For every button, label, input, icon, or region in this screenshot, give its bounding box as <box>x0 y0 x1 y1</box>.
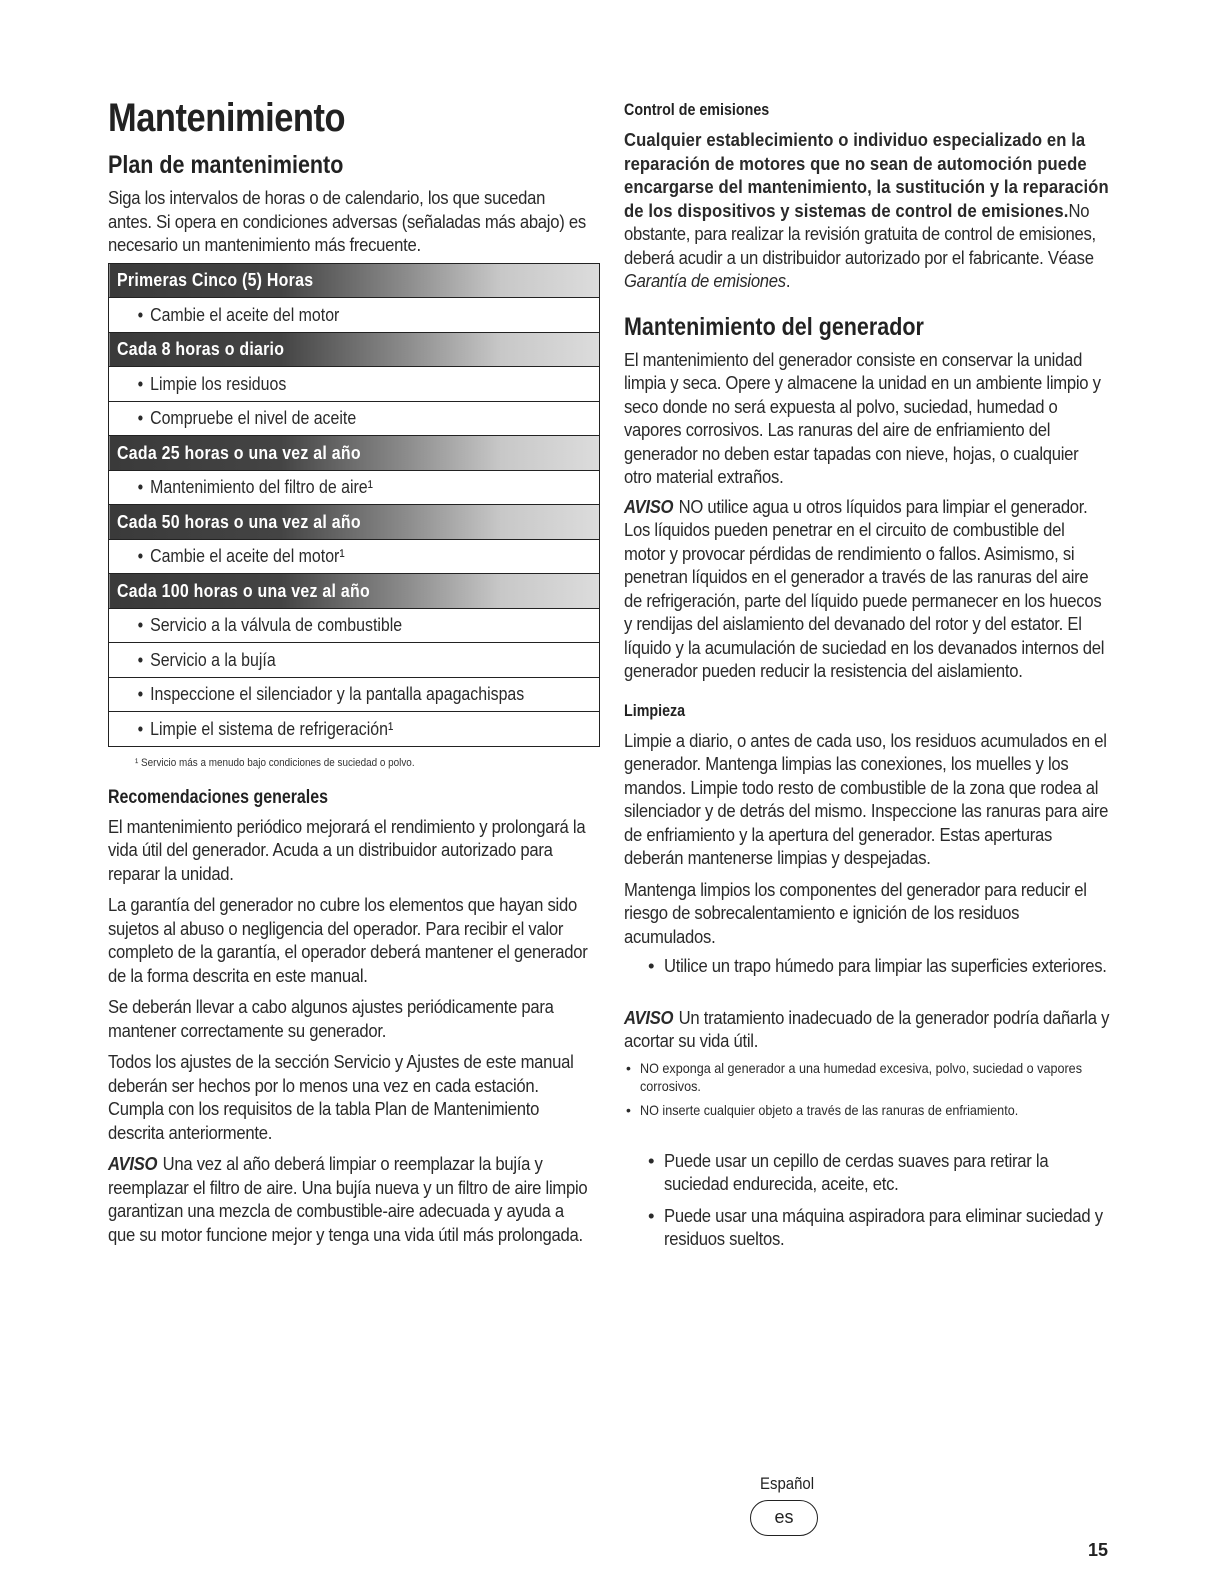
left-column <box>108 96 592 1246</box>
schedule-task-label: • Servicio a la bujía <box>117 649 276 671</box>
recommendations-heading: Recomendaciones generales <box>108 786 328 808</box>
schedule-interval-label: Cada 100 horas o una vez al año <box>117 579 370 601</box>
aviso-spark-plug: AVISO Una vez al año deberá limpiar o reemplazar la bujía y reemplazar el filtro de aire. Una bujía nueva y un filtro de aire limpio garantizan una mezcla de combustible-aire adecuada y ayuda a que su motor funcione mejor y tenga una vida útil más prolongada. <box>108 1153 588 1245</box>
schedule-interval-label: Cada 25 horas o una vez al año <box>117 441 361 463</box>
schedule-task-row <box>109 539 600 574</box>
aviso-improper-treatment: AVISO Un tratamiento inadecuado de la generador podría dañarla y acortar su vida útil. <box>624 1006 1110 1051</box>
maintenance-schedule-table <box>108 263 600 747</box>
plan-heading: Plan de mantenimiento <box>108 151 344 179</box>
cleaning-heading: Limpieza <box>624 700 686 720</box>
aviso-label: AVISO <box>624 495 674 517</box>
schedule-task-row <box>109 401 600 436</box>
cleaning-bullet-vacuum: • Puede usar una máquina aspiradora para eliminar suciedad y residuos sueltos. <box>624 1204 1110 1251</box>
right-column <box>624 100 1110 1251</box>
cleaning-bullet-brush: • Puede usar un cepillo de cerdas suaves para retirar la suciedad endurecida, aceite, etc. <box>624 1149 1110 1196</box>
generator-p1: El mantenimiento del generador consiste en conservar la unidad limpia y seca. Opere y almacene la unidad en un ambiente limpio y seco donde no será expuesta al polvo, suciedad, humedad o vapores corrosivos. Las ranuras del aire de enfriamiento del generador no deben estar tapadas con nieve, hojas, o cualquier otro material extraños. <box>624 348 1101 487</box>
schedule-interval-label: Cada 8 horas o diario <box>117 338 285 360</box>
aviso-item-insert: • NO inserte cualquier objeto a través de las ranuras de enfriamiento. <box>624 1101 1110 1119</box>
plan-intro: Siga los intervalos de horas o de calendario, los que sucedan antes. Si opera en condiciones adversas (señaladas más abajo) es necesario un mantenimiento más frecuente. <box>108 187 586 255</box>
schedule-interval-header <box>109 505 600 540</box>
emissions-heading: Control de emisiones <box>624 100 770 119</box>
recommendations-p4: Todos los ajustes de la sección Servicio y Ajustes de este manual deberán ser hechos por lo menos una vez en cada estación. Cumpla con los requisitos de la tabla Plan de Mantenimiento descrita anteriormente. <box>108 1051 574 1143</box>
recommendations-p2: La garantía del generador no cubre los elementos que hayan sido sujetos al abuso o negligencia del operador. Para recibir el valor completo de la garantía, el operador deberá mantener el generador de la forma descrita en este manual. <box>108 894 588 986</box>
language-badge: es <box>750 1500 818 1536</box>
aviso-label: AVISO <box>108 1153 158 1174</box>
cleaning-p1: Limpie a diario, o antes de cada uso, los residuos acumulados en el generador. Mantenga limpias las conexiones, los muelles y los mandos. Limpie todo resto de combustible de la zona que rodea al silenciador y de detrás del mismo. Inspeccione las ranuras para aire de enfriamiento y la apertura del generador. Estas aperturas deberán mantenerse limpias y despejadas. <box>624 729 1109 868</box>
schedule-interval-header <box>109 263 600 298</box>
recommendations-p1: El mantenimiento periódico mejorará el rendimiento y prolongará la vida útil del generador. Acuda a un distribuidor autorizado para reparar la unidad. <box>108 815 586 884</box>
emissions-bold-text: Cualquier establecimiento o individuo especializado en la reparación de motores que no sean de automoción puede encargarse del mantenimiento, la sustitución y la reparación de los dispositivos y sistemas de control de emisiones. <box>624 129 1109 221</box>
aviso-label: AVISO <box>624 1006 674 1028</box>
schedule-footnote: ¹ Servicio más a menudo bajo condiciones de suciedad o polvo. <box>135 756 415 769</box>
schedule-task-row <box>109 677 600 712</box>
aviso-water: AVISO NO utilice agua u otros líquidos para limpiar el generador. Los líquidos pueden penetrar en el circuito de combustible del motor y provocar pérdidas de rendimiento o fallos. Asimismo, si penetran líquidos en el generador a través de las ranuras del aire de refrigeración, parte del líquido puede permanecer en los huecos y rendijas del aislamiento del devanado del rotor y del estator. El líquido y la acumulación de suciedad en los devanados internos del generador pueden reducir la resistencia del aislamiento. <box>624 495 1105 681</box>
schedule-task-row <box>109 470 600 505</box>
footer-language: Español <box>760 1474 815 1493</box>
page-number: 15 <box>1088 1540 1109 1560</box>
schedule-task-row <box>109 298 600 333</box>
generator-maintenance-heading: Mantenimiento del generador <box>624 312 924 341</box>
schedule-task-label: • Limpie el sistema de refrigeración¹ <box>117 718 393 740</box>
cleaning-p2: Mantenga limpios los componentes del generador para reducir el riesgo de sobrecalentamiento e ignición de los residuos acumulados. <box>624 878 1087 947</box>
schedule-task-label: • Inspeccione el silenciador y la pantalla apagachispas <box>117 683 524 705</box>
schedule-task-label: • Servicio a la válvula de combustible <box>117 614 402 636</box>
cleaning-bullet-damp-cloth: • Utilice un trapo húmedo para limpiar las superficies exteriores. <box>624 954 1110 978</box>
schedule-task-label: • Cambie el aceite del motor <box>117 304 339 326</box>
schedule-task-row <box>109 367 600 402</box>
schedule-task-label: • Limpie los residuos <box>117 373 286 395</box>
schedule-task-row <box>109 643 600 678</box>
emissions-paragraph: Cualquier establecimiento o individuo especializado en la reparación de motores que no sean de automoción puede encargarse del mantenimiento, la sustitución y la reparación de los dispositivos y sistemas de control de emisiones.No obstante, para realizar la revisión gratuita de control de emisiones, deberá acudir a un distribuidor autorizado por el fabricante. Véase Garantía de emisiones. <box>624 129 1109 291</box>
schedule-task-label: • Mantenimiento del filtro de aire¹ <box>117 476 373 498</box>
schedule-task-row <box>109 608 600 643</box>
aviso-item-humidity: • NO exponga al generador a una humedad excesiva, polvo, suciedad o vapores corrosivos. <box>624 1059 1110 1095</box>
schedule-interval-header <box>109 574 600 609</box>
schedule-interval-label: Cada 50 horas o una vez al año <box>117 510 361 532</box>
schedule-interval-header <box>109 332 600 367</box>
page-title: Mantenimiento <box>108 96 346 140</box>
schedule-task-row <box>109 712 600 747</box>
recommendations-p3: Se deberán llevar a cabo algunos ajustes periódicamente para mantener correctamente su generador. <box>108 996 554 1041</box>
schedule-task-label: • Compruebe el nivel de aceite <box>117 407 356 429</box>
schedule-interval-header <box>109 436 600 471</box>
schedule-task-label: • Cambie el aceite del motor¹ <box>117 545 345 567</box>
schedule-interval-label: Primeras Cinco (5) Horas <box>117 269 314 291</box>
